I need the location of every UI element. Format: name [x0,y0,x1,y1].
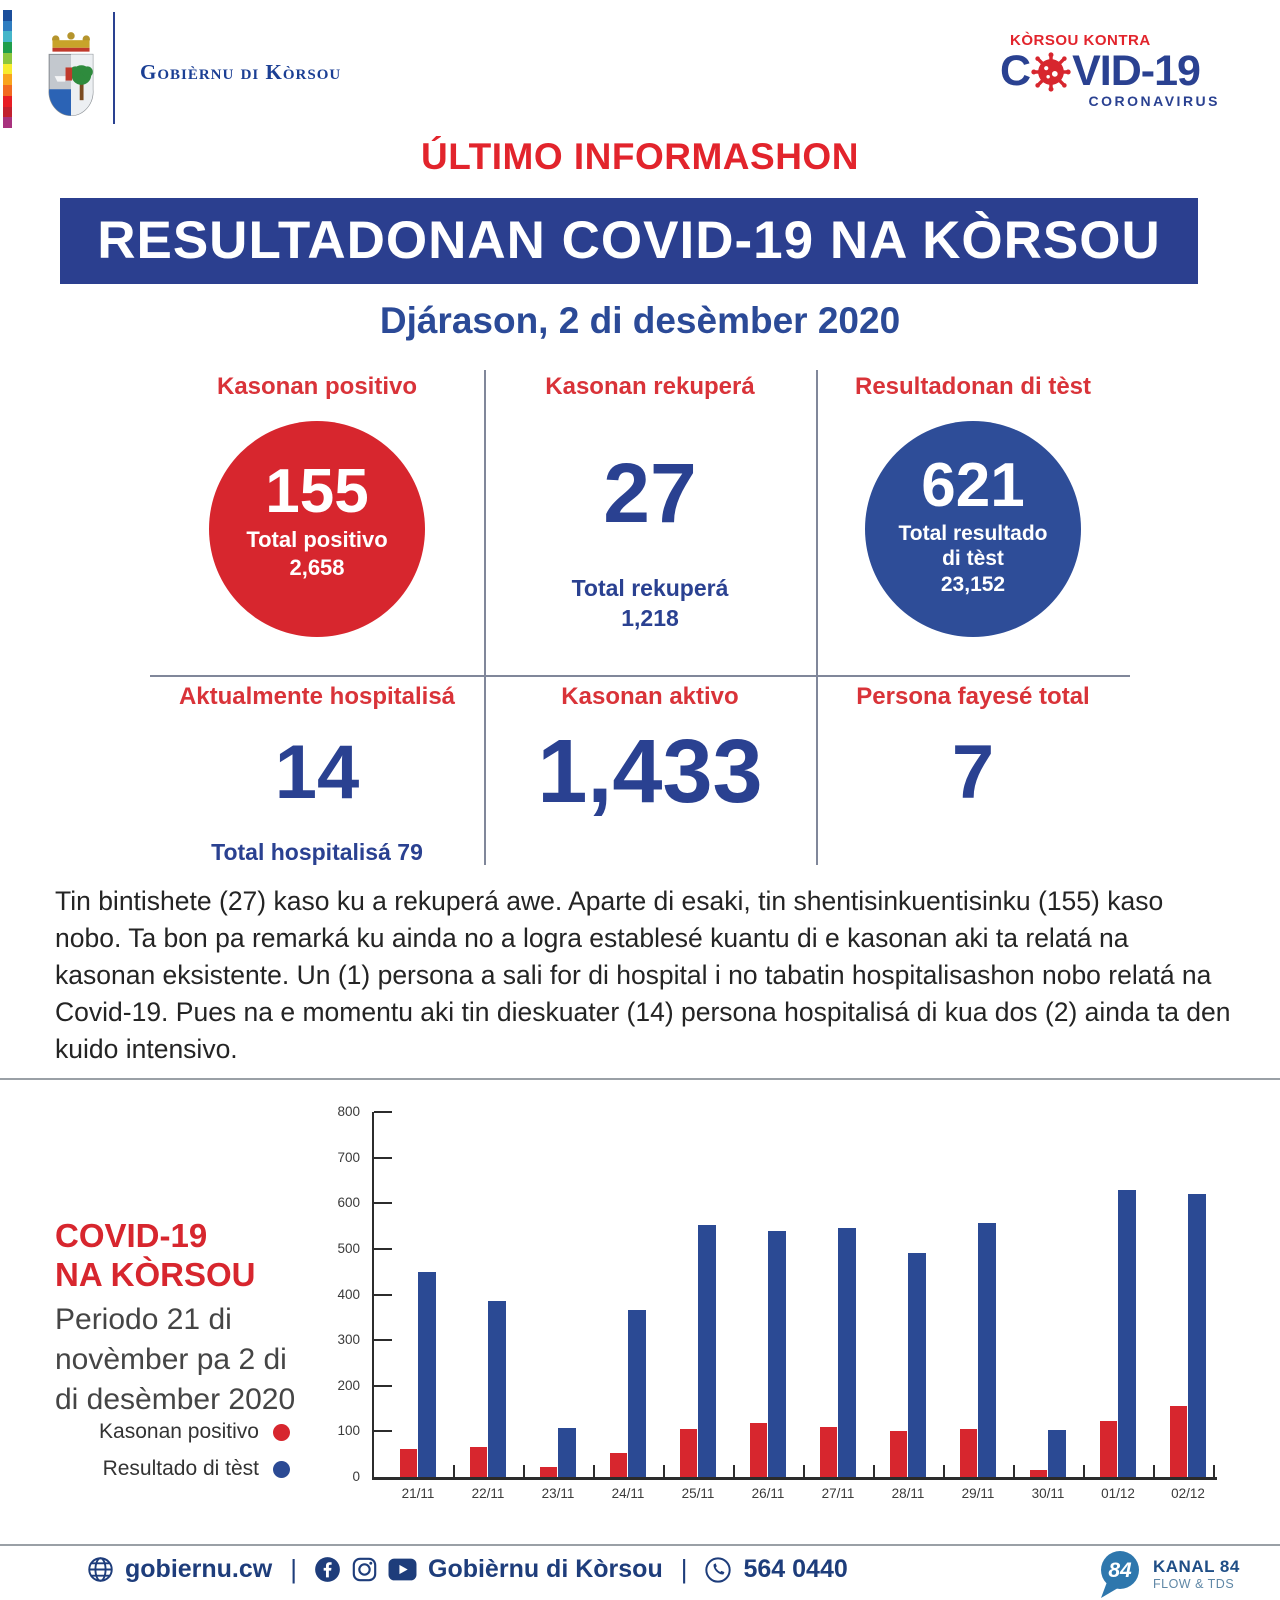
section-divider-top [0,1078,1280,1080]
x-axis-tick-12 [1213,1465,1215,1477]
bar-tests-28/11 [908,1253,926,1477]
covid-logo-subline: CORONAVIRUS [1088,93,1220,109]
kanal84-name: KANAL 84 [1153,1557,1240,1576]
y-axis-tick-400 [374,1294,392,1296]
banner-title: RESULTADONAN COVID-19 NA KÒRSOU [97,211,1161,270]
virus-icon [1030,51,1072,93]
y-axis-label-0: 0 [352,1469,360,1484]
y-axis-label-300: 300 [337,1332,360,1348]
y-axis-tick-700 [374,1157,392,1159]
covid-logo-topline: KÒRSOU KONTRA [1010,32,1151,49]
bar-positive-21/11 [400,1449,417,1477]
stat-total: Total hospitalisá 79 [211,839,423,865]
stat-deaths [816,675,1130,875]
rainbow-segment-7 [3,85,12,96]
rainbow-segment-8 [3,96,12,107]
stat-total-value: 2,658 [289,555,345,581]
bar-tests-21/11 [418,1272,436,1477]
x-axis-label-22/11: 22/11 [471,1486,505,1501]
footer-phone: 564 0440 [743,1555,848,1583]
bar-positive-23/11 [540,1467,557,1477]
rainbow-segment-5 [3,64,12,75]
report-date: Djárason, 2 di desèmber 2020 [379,300,901,341]
covid-logo-letter-c: C [1000,47,1031,95]
bar-tests-29/11 [978,1223,996,1477]
tests-circle [865,421,1081,637]
stat-total-label: Total positivo [246,527,388,552]
x-axis-tick-4 [663,1465,665,1477]
chart-title-line2: NA KÒRSOU [55,1256,256,1293]
page-title: ÚLTIMO INFORMASHON [421,136,859,177]
y-axis-label-700: 700 [337,1149,360,1165]
stat-value: 27 [603,446,697,540]
rainbow-segment-0 [3,10,12,21]
y-axis-tick-300 [374,1339,392,1341]
facebook-icon [314,1556,341,1583]
chart-period [55,1300,355,1420]
y-axis-label-500: 500 [337,1240,360,1256]
bar-positive-25/11 [680,1429,697,1477]
x-axis-label-26/11: 26/11 [751,1486,785,1501]
y-axis-label-800: 800 [337,1104,360,1119]
stat-positive-cases [150,365,484,675]
stat-label: Aktualmente hospitalisá [178,683,456,710]
chart-period-line-1: novèmber pa 2 di [55,1343,287,1376]
stat-total-label-2: di tèst [942,547,1004,571]
bar-positive-26/11 [750,1423,767,1477]
bar-positive-27/11 [820,1427,837,1477]
covid-logo-letters-vid19: VID-19 [1072,47,1200,95]
x-axis-label-21/11: 21/11 [401,1486,435,1501]
bar-positive-01/12 [1100,1421,1117,1477]
stat-recovered-cases [484,365,816,675]
stat-total-value: 1,218 [621,605,679,631]
chart-period-line-0: Periodo 21 di [55,1303,232,1336]
rainbow-segment-3 [3,42,12,53]
stats-grid [150,365,1130,875]
stat-label: Kasonan aktivo [561,683,739,710]
legend-label: Kasonan positivo [99,1420,259,1443]
x-axis-label-28/11: 28/11 [891,1486,925,1501]
stat-test-results [816,365,1130,675]
bar-tests-01/12 [1118,1190,1136,1477]
x-axis-label-29/11: 29/11 [961,1486,995,1501]
stat-total-label-1: Total resultado [898,522,1048,545]
rainbow-segment-1 [3,21,12,32]
x-axis-tick-10 [1083,1465,1085,1477]
rainbow-segment-6 [3,74,12,85]
rainbow-segment-10 [3,117,12,128]
chart-period-line-2: di desèmber 2020 [55,1383,296,1416]
stat-label: Resultadonan di tèst [854,373,1092,400]
x-axis-tick-7 [873,1465,875,1477]
stat-value: 1,433 [537,722,763,822]
stat-value: 7 [951,730,995,815]
whatsapp-icon [704,1556,732,1584]
footer [82,1554,854,1585]
bar-tests-24/11 [628,1310,646,1477]
y-axis-label-200: 200 [337,1377,360,1393]
y-axis-tick-100 [374,1430,392,1432]
x-axis-tick-6 [803,1465,805,1477]
footer-website: gobiernu.cw [125,1555,273,1583]
stat-value: 155 [265,457,369,526]
header-divider [113,12,115,124]
stat-value: 621 [921,451,1025,520]
rainbow-segment-4 [3,53,12,64]
x-axis-label-30/11: 30/11 [1031,1486,1065,1501]
bar-tests-27/11 [838,1228,856,1477]
instagram-icon [351,1556,378,1583]
stat-label: Kasonan positivo [216,373,418,400]
bar-positive-29/11 [960,1429,977,1477]
x-axis-tick-9 [1013,1465,1015,1477]
legend-item-1 [60,1457,290,1481]
x-axis-label-24/11: 24/11 [611,1486,645,1501]
y-axis-tick-800 [374,1111,392,1113]
bar-tests-02/12 [1188,1194,1206,1477]
globe-icon [87,1556,114,1583]
bar-positive-24/11 [610,1453,627,1477]
chart-plot [337,1104,1232,1512]
curacao-coat-of-arms [36,26,106,122]
x-axis-label-25/11: 25/11 [681,1486,715,1501]
positive-circle [209,421,425,637]
y-axis-tick-200 [374,1385,392,1387]
bar-positive-30/11 [1030,1470,1047,1477]
x-axis-label-01/12: 01/12 [1101,1486,1135,1501]
covid19-campaign-logo [1000,32,1220,109]
footer-social-label: Gobièrnu di Kòrsou [428,1555,663,1583]
government-brand: Gobièrnu di Kòrsou [140,60,342,84]
y-axis-line [372,1112,374,1479]
stat-total-label: Total rekuperá [571,575,729,601]
rainbow-flag-strip [3,10,12,128]
x-axis-label-02/12: 02/12 [1171,1486,1205,1501]
chart-title-line1: COVID-19 [55,1217,208,1254]
bar-positive-28/11 [890,1431,907,1477]
bar-tests-23/11 [558,1428,576,1477]
legend-item-0 [60,1420,290,1444]
x-axis-tick-8 [943,1465,945,1477]
x-axis-label-27/11: 27/11 [821,1486,855,1501]
chart-heading [55,1216,355,1420]
footer-separator: | [680,1554,688,1584]
y-axis-tick-600 [374,1202,392,1204]
x-axis-tick-3 [593,1465,595,1477]
stat-active-cases [484,675,816,875]
x-axis-tick-11 [1153,1465,1155,1477]
stat-label: Kasonan rekuperá [545,373,755,400]
youtube-icon [388,1558,417,1581]
kanal84-badge-icon [1093,1548,1145,1600]
section-divider-bottom [0,1544,1280,1546]
x-axis-line [372,1477,1217,1480]
legend-dot [273,1461,290,1478]
stat-value: 14 [274,730,360,815]
kanal84-tagline: FLOW & TDS [1153,1577,1235,1591]
y-axis-label-100: 100 [337,1423,360,1439]
rainbow-segment-2 [3,31,12,42]
svg-text:84: 84 [1108,1559,1132,1582]
footer-separator: | [290,1554,297,1584]
bar-tests-25/11 [698,1225,716,1477]
stat-hospitalized [150,675,484,875]
banner [60,198,1198,284]
y-axis-tick-500 [374,1248,392,1250]
covid-logo-main [1000,47,1220,95]
bar-positive-22/11 [470,1447,487,1477]
bar-tests-30/11 [1048,1430,1066,1477]
legend-label: Resultado di tèst [102,1457,259,1480]
bar-positive-02/12 [1170,1406,1187,1477]
legend-dot [273,1424,290,1441]
stat-label: Persona fayesé total [856,683,1090,710]
bar-tests-26/11 [768,1231,786,1477]
bar-tests-22/11 [488,1301,506,1477]
x-axis-tick-5 [733,1465,735,1477]
rainbow-segment-9 [3,107,12,118]
x-axis-label-23/11: 23/11 [541,1486,575,1501]
y-axis-label-400: 400 [337,1286,360,1302]
kanal84-logo [1093,1548,1240,1600]
x-axis-tick-1 [453,1465,455,1477]
x-axis-tick-2 [523,1465,525,1477]
stat-total-value: 23,152 [940,573,1006,597]
summary-paragraph: Tin bintishete (27) kaso ku a rekuperá awe. Aparte di esaki, tin shentisinkuentisinku (155) kaso nobo. Ta bon pa remarká ku ainda no a logra establesé kuantu di e kasonan aki ta relatá na kasonan eksistente. Un (1) persona a sali for di hospital i no tabatin hospitalisashon nobo relatá na Covid-19. Pues na e momentu aki tin dieskuater (14) persona hospitalisá di kua dos (2) ainda ta den kuido intensivo. [55,886,1231,1064]
y-axis-label-600: 600 [337,1195,360,1211]
chart-legend [60,1420,290,1494]
